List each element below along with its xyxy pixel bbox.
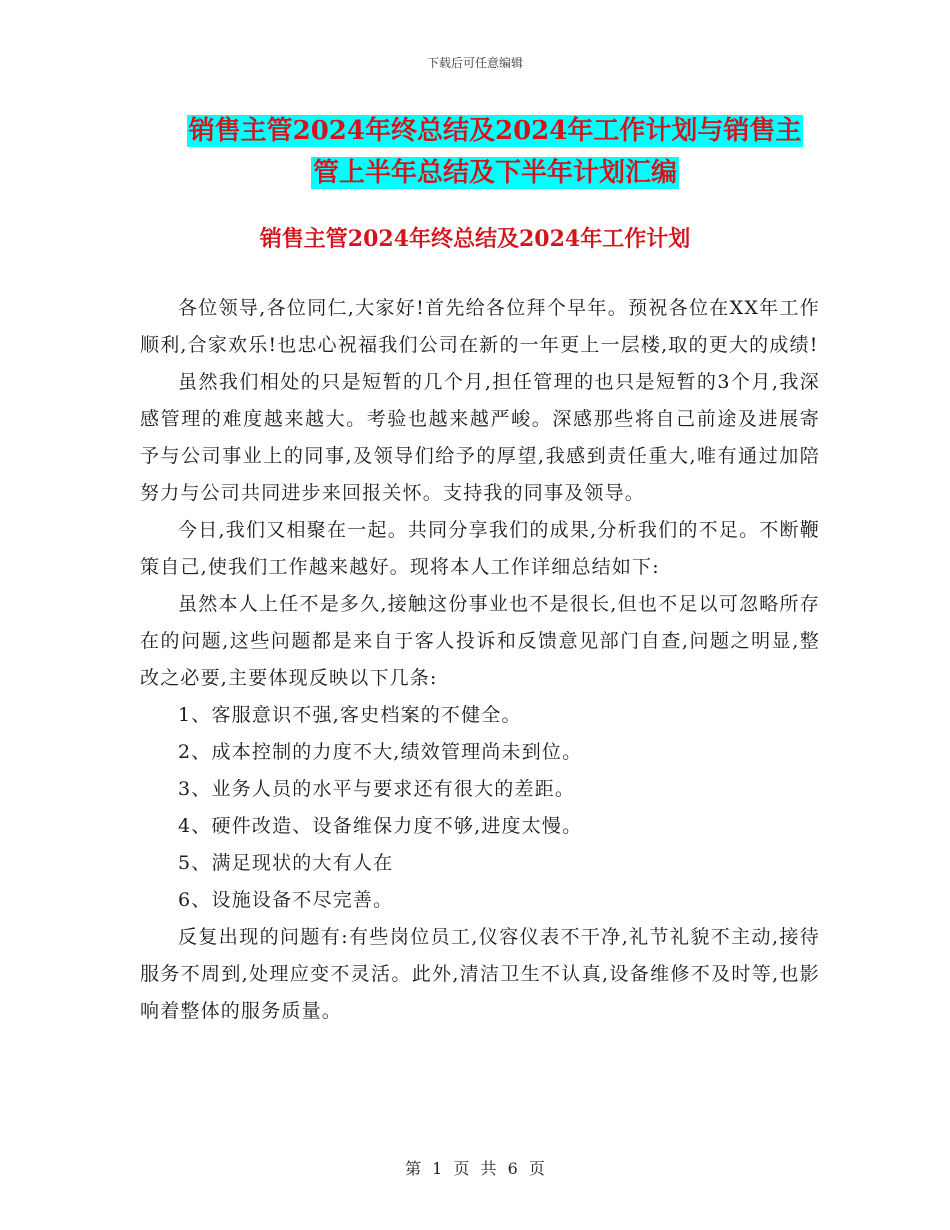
section-title: 销售主管2024年终总结及2024年工作计划 [259,226,691,252]
document-title [180,110,810,194]
list-item: 5、满足现状的大有人在 [178,852,394,874]
title-line-1: 销售主管2024年终总结及2024年工作计划与销售主 [188,116,802,146]
paragraph-intro: 虽然我们相处的只是短暂的几个月,担任管理的也只是短暂的3个月,我深感管理的难度越来越大。考验也越来越严峻。深感那些将自己前途及进展寄予与公司事业上的同事,及领导们给予的厚望,我感到责任重大,唯有通过加陪努力与公司共同进步来回报关怀。支持我的同事及领导。 [140,371,820,504]
list-item: 6、设施设备不尽完善。 [178,889,394,911]
body-text [140,290,820,1030]
list-item: 2、成本控制的力度不大,绩效管理尚未到位。 [178,741,583,763]
paragraph-summary-lead: 今日,我们又相聚在一起。共同分享我们的成果,分析我们的不足。不断鞭策自己,使我们工作越来越好。现将本人工作详细总结如下: [140,519,820,578]
title-line-2: 管上半年总结及下半年计划汇编 [312,158,677,188]
paragraph-problems-lead: 虽然本人上任不是多久,接触这份事业也不是很长,但也不足以可忽略所存在的问题,这些问题都是来自于客人投诉和反馈意见部门自查,问题之明显,整改之必要,主要体现反映以下几条: [140,593,820,689]
list-item: 1、客服意识不强,客史档案的不健全。 [178,704,522,726]
page-number: 第 1 页 共 6 页 [405,1159,545,1178]
paragraph-recurring-issues: 反复出现的问题有:有些岗位员工,仪容仪表不干净,礼节礼貌不主动,接待服务不周到,处理应变不灵活。此外,清洁卫生不认真,设备维修不及时等,也影响着整体的服务质量。 [140,926,820,1022]
paragraph-greeting: 各位领导,各位同仁,大家好!首先给各位拜个早年。预祝各位在XX年工作顺利,合家欢乐!也忠心祝福我们公司在新的一年更上一层楼,取的更大的成绩! [140,297,820,356]
header-note: 下载后可任意编辑 [426,56,523,70]
list-item: 4、硬件改造、设备维保力度不够,进度太慢。 [178,815,583,837]
list-item: 3、业务人员的水平与要求还有很大的差距。 [178,778,576,800]
